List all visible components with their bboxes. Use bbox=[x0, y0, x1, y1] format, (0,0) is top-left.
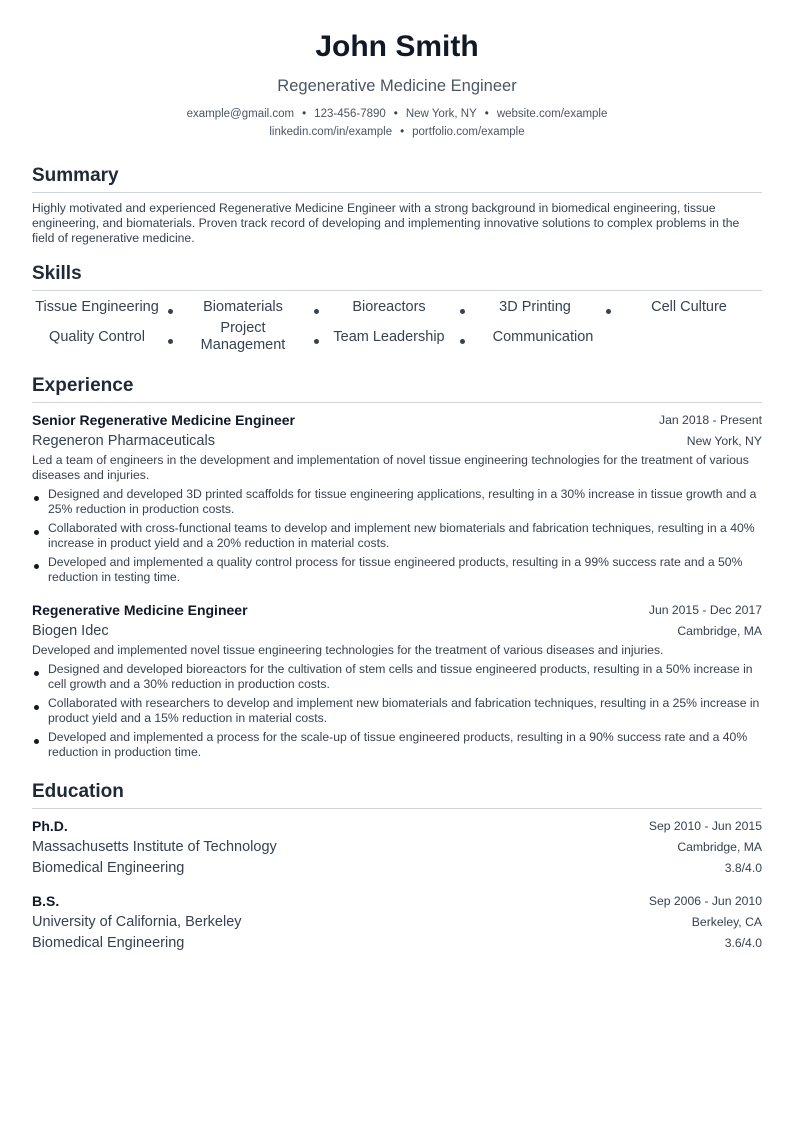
edu-field: Biomedical Engineering bbox=[32, 935, 185, 951]
education-heading: Education bbox=[32, 781, 124, 802]
skill-separator-dot bbox=[168, 309, 173, 314]
job-bullet: Collaborated with researchers to develop and implement new biomaterials and fabrication techniques, resulting in a 25% increase in product yield and a 15% reduction in material costs. bbox=[48, 696, 760, 725]
bullet-dot bbox=[34, 705, 39, 710]
edu-field: Biomedical Engineering bbox=[32, 860, 185, 876]
separator-dot: • bbox=[393, 108, 398, 120]
separator-dot: • bbox=[400, 126, 405, 138]
job-location: Cambridge, MA bbox=[677, 624, 762, 638]
edu-location: Berkeley, CA bbox=[691, 915, 762, 929]
experience-heading: Experience bbox=[32, 375, 134, 396]
skill-item: Cell Culture bbox=[651, 299, 727, 315]
job-bullet: Collaborated with cross-functional teams to develop and implement new biomaterials and fabrication techniques, resulting in a 40% increase in product yield and a 20% reduction in material costs. bbox=[48, 521, 755, 550]
section-divider bbox=[32, 808, 762, 809]
portfolio-link[interactable]: portfolio.com/example bbox=[412, 126, 525, 138]
edu-dates: Sep 2006 - Jun 2010 bbox=[648, 894, 762, 908]
job-description: Developed and implemented novel tissue engineering technologies for the treatment of various diseases and injuries. bbox=[32, 643, 664, 657]
skill-item: Tissue Engineering bbox=[35, 299, 159, 315]
bullet-dot bbox=[34, 496, 39, 501]
separator-dot: • bbox=[484, 108, 489, 120]
skill-item: Project Management bbox=[200, 320, 286, 353]
section-divider bbox=[32, 402, 762, 403]
summary-heading: Summary bbox=[32, 165, 119, 186]
skill-separator-dot bbox=[314, 309, 319, 314]
job-title: Senior Regenerative Medicine Engineer bbox=[32, 412, 295, 428]
edu-gpa: 3.8/4.0 bbox=[724, 861, 762, 875]
job-company: Biogen Idec bbox=[32, 623, 109, 639]
skill-item: Team Leadership bbox=[333, 329, 445, 345]
website-link[interactable]: website.com/example bbox=[496, 108, 608, 120]
job-dates: Jun 2015 - Dec 2017 bbox=[648, 603, 762, 617]
contact-line-1 bbox=[32, 108, 762, 120]
skill-separator-dot bbox=[460, 309, 465, 314]
edu-school: University of California, Berkeley bbox=[32, 914, 242, 930]
skill-item: Bioreactors bbox=[352, 299, 426, 315]
bullet-dot bbox=[34, 564, 39, 569]
job-dates: Jan 2018 - Present bbox=[659, 413, 762, 427]
edu-degree: Ph.D. bbox=[32, 818, 68, 834]
edu-degree: B.S. bbox=[32, 893, 60, 909]
section-divider bbox=[32, 290, 762, 291]
contact-line-2 bbox=[32, 126, 762, 138]
skill-separator-dot bbox=[314, 339, 319, 344]
job-bullet: Developed and implemented a process for the scale-up of tissue engineered products, resulting in a 90% success rate and a 40% reduction in production time. bbox=[48, 730, 748, 759]
linkedin-link[interactable]: linkedin.com/in/example bbox=[269, 126, 393, 138]
skill-item: Communication bbox=[492, 329, 594, 345]
summary-text: Highly motivated and experienced Regenerative Medicine Engineer with a strong background in biomedical engineering, tissue engineering, and biomaterials. Proven track record of developing and implementing innovative solutions to complex problems in the field of regenerative medicine. bbox=[32, 201, 740, 245]
job-bullet: Developed and implemented a quality control process for tissue engineered products, resulting in a 99% success rate and a 50% reduction in testing time. bbox=[48, 555, 743, 584]
skill-item: Quality Control bbox=[49, 329, 145, 345]
phone-text: 123-456-7890 bbox=[314, 108, 386, 120]
skill-item: Biomaterials bbox=[203, 299, 283, 315]
candidate-title: Regenerative Medicine Engineer bbox=[277, 77, 517, 95]
bullet-dot bbox=[34, 530, 39, 535]
candidate-name: John Smith bbox=[315, 30, 479, 63]
skills-heading: Skills bbox=[32, 263, 82, 284]
job-title: Regenerative Medicine Engineer bbox=[32, 602, 248, 618]
bullet-dot bbox=[34, 671, 39, 676]
edu-location: Cambridge, MA bbox=[677, 840, 762, 854]
job-bullet: Designed and developed 3D printed scaffolds for tissue engineering applications, resulting in a 30% increase in tissue growth and a 25% reduction in production costs. bbox=[48, 487, 757, 516]
job-bullet: Designed and developed bioreactors for the cultivation of stem cells and tissue engineered products, resulting in a 50% increase in cell growth and a 30% reduction in production costs. bbox=[48, 662, 753, 691]
bullet-dot bbox=[34, 739, 39, 744]
email-link[interactable]: example@gmail.com bbox=[186, 108, 295, 120]
separator-dot: • bbox=[302, 108, 307, 120]
edu-dates: Sep 2010 - Jun 2015 bbox=[648, 819, 762, 833]
skill-item: 3D Printing bbox=[499, 299, 571, 315]
edu-school: Massachusetts Institute of Technology bbox=[32, 839, 277, 855]
skill-separator-dot bbox=[168, 339, 173, 344]
section-divider bbox=[32, 192, 762, 193]
location-text: New York, NY bbox=[405, 108, 477, 120]
job-company: Regeneron Pharmaceuticals bbox=[32, 433, 215, 449]
job-description: Led a team of engineers in the development and implementation of novel tissue engineering technologies for the treatment of various diseases and injuries. bbox=[32, 453, 749, 482]
edu-gpa: 3.6/4.0 bbox=[724, 936, 762, 950]
skill-separator-dot bbox=[460, 339, 465, 344]
skill-separator-dot bbox=[606, 309, 611, 314]
job-location: New York, NY bbox=[686, 434, 762, 448]
